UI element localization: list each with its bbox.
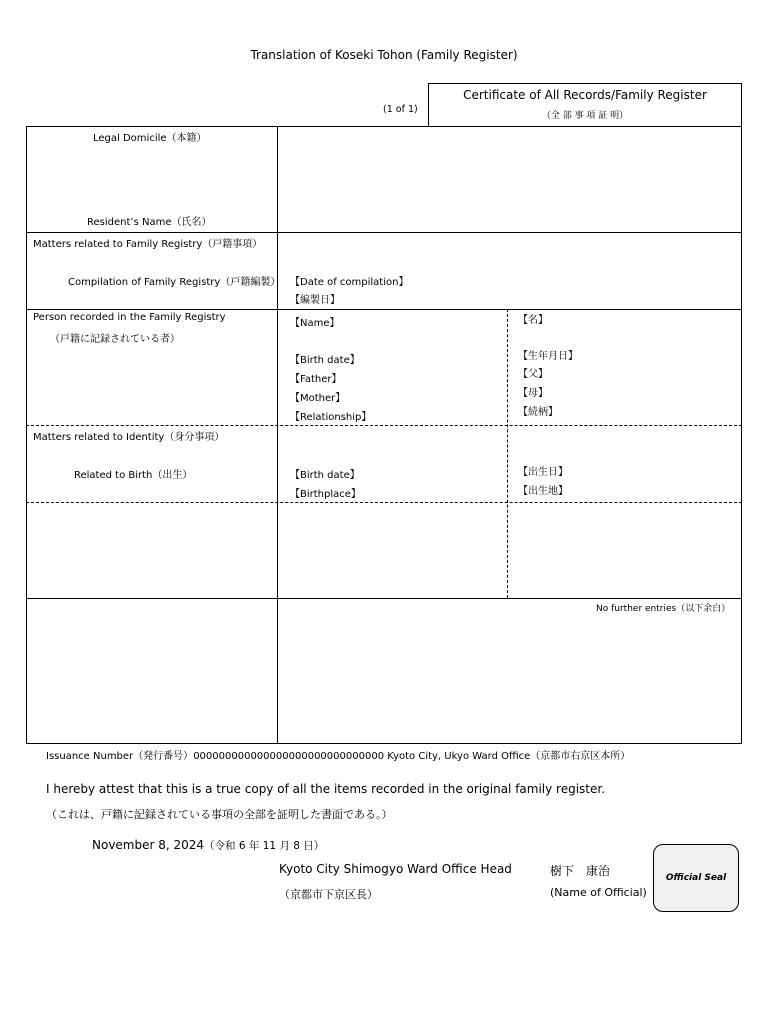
person-recorded-label: Person recorded in the Family Registry bbox=[33, 312, 226, 323]
field-birth-date-2: 【Birth date】 bbox=[290, 470, 360, 481]
field-father-jp: 【父】 bbox=[518, 369, 548, 380]
issue-date: November 8, 2024（令和 6 年 11 月 8 日） bbox=[92, 838, 325, 852]
row-divider bbox=[26, 598, 742, 599]
inner-column-divider-dashed bbox=[507, 309, 508, 598]
residents-name-label: Resident’s Name（氏名） bbox=[87, 217, 212, 228]
field-relationship-jp: 【続柄】 bbox=[518, 407, 558, 418]
certificate-title: Certificate of All Records/Family Register bbox=[463, 88, 707, 102]
field-name-jp: 【名】 bbox=[518, 315, 548, 326]
attestation-statement-jp: （これは、戸籍に記録されている事項の全部を証明した書面である。） bbox=[46, 808, 393, 821]
attestation-statement: I hereby attest that this is a true copy of all the items recorded in the original family register. bbox=[46, 782, 606, 796]
field-mother-jp: 【母】 bbox=[518, 388, 548, 399]
field-birth-date-2-jp: 【出生日】 bbox=[518, 467, 568, 478]
birth-label: Related to Birth（出生） bbox=[74, 470, 193, 481]
family-registry-label: Matters related to Family Registry（戸籍事項） bbox=[33, 239, 263, 250]
certificate-title-jp: （全 部 事 項 証 明） bbox=[541, 111, 629, 121]
field-birth-date-jp: 【生年月日】 bbox=[518, 351, 578, 362]
compilation-label: Compilation of Family Registry（戸籍編製） bbox=[68, 277, 281, 288]
field-father: 【Father】 bbox=[290, 374, 342, 385]
column-divider bbox=[277, 126, 278, 744]
no-further-entries: No further entries（以下余白） bbox=[596, 604, 731, 614]
document-title: Translation of Koseki Tohon (Family Register) bbox=[250, 48, 518, 62]
page-count: (1 of 1) bbox=[383, 104, 418, 115]
field-birthplace: 【Birthplace】 bbox=[290, 489, 361, 500]
row-divider-dashed bbox=[26, 502, 742, 503]
issuance-number-line: Issuance Number（発行番号）000000000000000000000000000000 Kyoto City, Ukyo Ward Office（京都市右京区本所） bbox=[46, 751, 631, 762]
legal-domicile-label: Legal Domicile（本籍） bbox=[93, 133, 207, 144]
official-office-jp: （京都市下京区長） bbox=[279, 888, 378, 901]
official-office: Kyoto City Shimogyo Ward Office Head bbox=[279, 862, 512, 876]
field-relationship: 【Relationship】 bbox=[290, 412, 372, 423]
row-divider-dashed bbox=[26, 425, 742, 426]
identity-label: Matters related to Identity（身分事項） bbox=[33, 432, 225, 443]
row-divider bbox=[26, 232, 742, 233]
date-of-compilation-jp: 【編製日】 bbox=[290, 295, 340, 306]
official-name-label: (Name of Official) bbox=[550, 886, 647, 899]
field-name: 【Name】 bbox=[290, 318, 340, 329]
field-birth-date: 【Birth date】 bbox=[290, 355, 360, 366]
official-name: 樹下 康治 bbox=[550, 864, 611, 878]
official-seal: Official Seal bbox=[653, 844, 739, 912]
field-birthplace-jp: 【出生地】 bbox=[518, 486, 568, 497]
date-of-compilation: 【Date of compilation】 bbox=[290, 277, 409, 288]
row-divider bbox=[26, 309, 742, 310]
field-mother: 【Mother】 bbox=[290, 393, 346, 404]
person-recorded-label-jp: （戸籍に記録されている者） bbox=[50, 334, 180, 345]
